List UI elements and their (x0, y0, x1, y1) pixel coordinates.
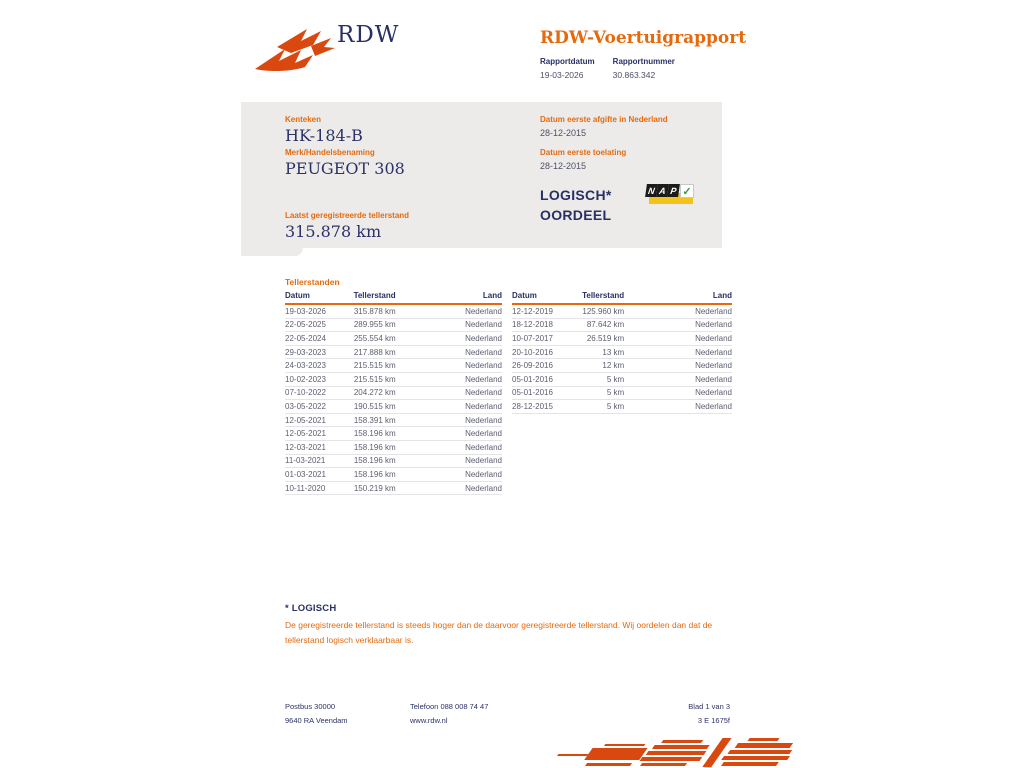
eerste-afgifte-field (540, 115, 668, 138)
odometer-cell: 150.219 km (353, 483, 396, 493)
tellerstand-table-left (285, 291, 502, 495)
merk-value: PEUGEOT 308 (285, 159, 405, 178)
odometer-cell: 5 km (606, 401, 625, 411)
tellerstand-table-right (512, 291, 732, 414)
table-body (512, 305, 732, 414)
country-cell: Nederland (695, 333, 732, 343)
footer-address-line1: Postbus 30000 (285, 702, 336, 711)
footer-address (285, 700, 348, 728)
country-cell: Nederland (465, 347, 502, 357)
laatste-tellerstand-field (285, 211, 409, 241)
country-cell: Nederland (695, 388, 732, 398)
footer-address-line2: 9640 RA Veendam (285, 716, 348, 725)
col-header-tellerstand: Tellerstand (353, 291, 396, 300)
oordeel-line2: OORDEEL (540, 207, 612, 223)
date-cell: 28-12-2015 (512, 401, 553, 411)
country-cell: Nederland (465, 415, 502, 425)
odometer-cell: 26.519 km (586, 333, 625, 343)
odometer-cell: 204.272 km (353, 388, 396, 398)
footer-form-code: 3 E 1675f (697, 716, 730, 725)
laatste-tellerstand-value: 315.878 km (285, 222, 382, 241)
country-cell: Nederland (465, 401, 502, 411)
date-cell: 03-05-2022 (285, 401, 326, 411)
table-row (285, 387, 502, 401)
country-cell: Nederland (465, 469, 502, 479)
country-cell: Nederland (465, 306, 502, 316)
report-number-block (613, 57, 675, 80)
date-cell: 29-03-2023 (285, 347, 326, 357)
table-row (285, 441, 502, 455)
date-cell: 12-03-2021 (285, 442, 326, 452)
odometer-cell: 87.642 km (586, 320, 625, 330)
kenteken-value: HK-184-B (285, 126, 363, 145)
country-cell: Nederland (465, 388, 502, 398)
odometer-cell: 217.888 km (353, 347, 396, 357)
odometer-cell: 12 km (602, 361, 625, 371)
odometer-cell: 158.391 km (353, 415, 396, 425)
table-header (285, 291, 502, 305)
odometer-cell: 158.196 km (353, 442, 396, 452)
table-header (512, 291, 732, 305)
col-header-datum: Datum (512, 291, 537, 300)
table-row (512, 319, 732, 333)
nap-letter-a: A (656, 184, 669, 197)
col-header-tellerstand: Tellerstand (582, 291, 625, 300)
date-cell: 19-03-2026 (285, 306, 326, 316)
footer-page-info (630, 700, 730, 728)
date-cell: 07-10-2022 (285, 388, 326, 398)
footer-contact (410, 700, 488, 728)
footnote-title: * LOGISCH (285, 603, 337, 614)
rdw-eagle-icon (255, 22, 335, 72)
merk-label: Merk/Handelsbenaming (285, 148, 375, 157)
date-cell: 10-11-2020 (285, 483, 326, 493)
kenteken-label: Kenteken (285, 115, 322, 124)
odometer-cell: 190.515 km (353, 401, 396, 411)
date-cell: 11-03-2021 (285, 456, 326, 466)
col-header-datum: Datum (285, 291, 310, 300)
country-cell: Nederland (695, 361, 732, 371)
odometer-cell: 158.196 km (353, 429, 396, 439)
date-cell: 12-05-2021 (285, 415, 326, 425)
table-row (285, 468, 502, 482)
footnote-text: De geregistreerde tellerstand is steeds hoger dan de daarvoor geregistreerde tellerstand. Wij oordelen dan dat de tellerstand logisch verklaarbaar is. (285, 620, 713, 645)
nap-letter-n: N (645, 184, 658, 197)
odometer-cell: 215.515 km (353, 374, 396, 384)
date-cell: 20-10-2016 (512, 347, 553, 357)
report-date-label: Rapportdatum (540, 57, 595, 66)
table-row (285, 346, 502, 360)
country-cell: Nederland (465, 361, 502, 371)
report-date-block (540, 57, 595, 80)
country-cell: Nederland (695, 306, 732, 316)
laatste-tellerstand-label: Laatst geregistreerde tellerstand (285, 211, 410, 220)
col-header-land: Land (712, 291, 732, 300)
vehicle-summary-panel-tab (241, 248, 303, 256)
footer-page-number: Blad 1 van 3 (688, 702, 730, 711)
date-cell: 12-05-2021 (285, 429, 326, 439)
date-cell: 24-03-2023 (285, 361, 326, 371)
country-cell: Nederland (695, 347, 732, 357)
date-cell: 22-05-2024 (285, 333, 326, 343)
col-header-land: Land (482, 291, 502, 300)
odometer-cell: 158.196 km (353, 469, 396, 479)
report-date-value: 19-03-2026 (540, 70, 584, 80)
report-number-label: Rapportnummer (612, 57, 675, 66)
nap-letter-p: P (667, 184, 680, 197)
footer-website[interactable]: www.rdw.nl (410, 716, 448, 725)
odometer-cell: 13 km (602, 347, 625, 357)
country-cell: Nederland (465, 483, 502, 493)
table-row (285, 455, 502, 469)
oordeel-text (540, 185, 612, 225)
table-row (512, 332, 732, 346)
country-cell: Nederland (465, 333, 502, 343)
date-cell: 26-09-2016 (512, 361, 553, 371)
oordeel-line1: LOGISCH* (540, 187, 612, 203)
eerste-toelating-label: Datum eerste toelating (540, 148, 627, 157)
table-row (285, 482, 502, 496)
nap-check-icon: ✓ (680, 184, 694, 198)
country-cell: Nederland (465, 320, 502, 330)
country-cell: Nederland (695, 374, 732, 384)
table-row (512, 305, 732, 319)
odometer-cell: 5 km (606, 388, 625, 398)
table-row (512, 400, 732, 414)
date-cell: 12-12-2019 (512, 306, 553, 316)
odometer-cell: 289.955 km (353, 320, 396, 330)
nap-logo (646, 184, 698, 208)
odometer-cell: 255.554 km (353, 333, 396, 343)
table-row (285, 305, 502, 319)
table-row (512, 373, 732, 387)
country-cell: Nederland (695, 401, 732, 411)
date-cell: 10-02-2023 (285, 374, 326, 384)
report-meta (540, 57, 675, 80)
country-cell: Nederland (465, 442, 502, 452)
kenteken-field (285, 115, 363, 145)
date-cell: 22-05-2025 (285, 320, 326, 330)
table-row (285, 373, 502, 387)
date-cell: 05-01-2016 (512, 388, 553, 398)
table-row (285, 427, 502, 441)
rdw-logo-text: RDW (337, 22, 400, 48)
table-row (285, 319, 502, 333)
rdw-logo (255, 20, 400, 72)
table-row (285, 414, 502, 428)
table-row (285, 332, 502, 346)
eerste-afgifte-value: 28-12-2015 (540, 128, 587, 138)
footer-phone: Telefoon 088 008 74 47 (410, 702, 489, 711)
eerste-toelating-field (540, 148, 626, 171)
rdw-stripes-graphic (543, 736, 793, 768)
date-cell: 01-03-2021 (285, 469, 326, 479)
tellerstanden-title: Tellerstanden (285, 277, 340, 287)
odometer-cell: 158.196 km (353, 456, 396, 466)
report-number-value: 30.863.342 (612, 70, 656, 80)
merk-field (285, 148, 405, 178)
country-cell: Nederland (465, 456, 502, 466)
odometer-cell: 215.515 km (353, 361, 396, 371)
odometer-cell: 125.960 km (582, 306, 625, 316)
country-cell: Nederland (465, 429, 502, 439)
page-title: RDW-Voertuigrapport (540, 28, 747, 48)
date-cell: 05-01-2016 (512, 374, 553, 384)
table-row (512, 359, 732, 373)
eerste-afgifte-label: Datum eerste afgifte in Nederland (540, 115, 668, 124)
country-cell: Nederland (695, 320, 732, 330)
odometer-cell: 315.878 km (353, 306, 396, 316)
date-cell: 18-12-2018 (512, 320, 553, 330)
eerste-toelating-value: 28-12-2015 (540, 161, 587, 171)
table-row (285, 359, 502, 373)
table-row (285, 400, 502, 414)
date-cell: 10-07-2017 (512, 333, 553, 343)
table-body (285, 305, 502, 495)
table-row (512, 387, 732, 401)
country-cell: Nederland (465, 374, 502, 384)
odometer-cell: 5 km (606, 374, 625, 384)
table-row (512, 346, 732, 360)
